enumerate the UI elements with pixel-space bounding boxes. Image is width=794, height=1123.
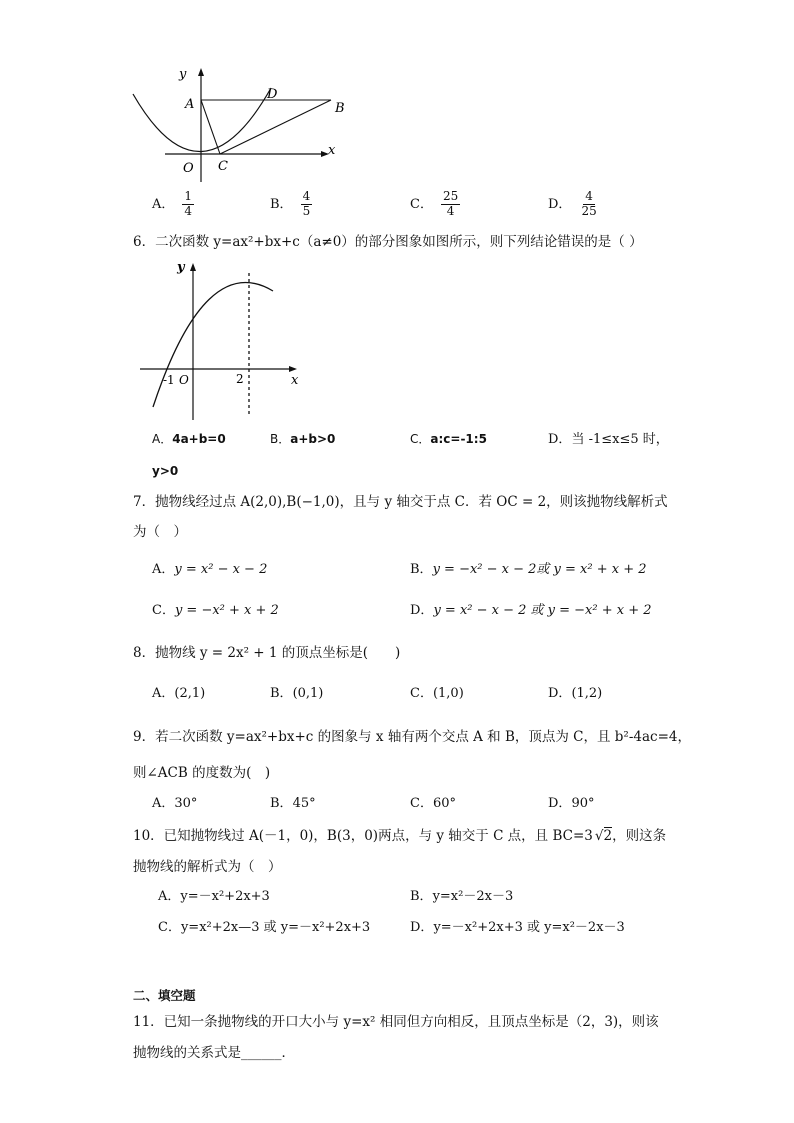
- option-text: y=x²－2x－3: [432, 889, 514, 904]
- q10-stem-line2: 抛物线的解析式为（ ）: [133, 859, 282, 875]
- option-letter: B．: [410, 889, 433, 904]
- option-text: a+b>0: [290, 432, 336, 446]
- option-text: a:c=-1:5: [430, 432, 487, 446]
- q6-stem: 6．二次函数 y=ax²+bx+c（a≠0）的部分图象如图所示，则下列结论错误的是（ ）: [133, 234, 643, 250]
- label-x: x: [328, 143, 336, 158]
- option-letter: A．: [152, 796, 175, 811]
- label-B: B: [335, 101, 345, 116]
- option-text: 45°: [292, 796, 316, 811]
- q6-option-d-continued: y>0: [152, 464, 179, 478]
- q6-option-a[interactable]: [152, 432, 226, 446]
- q5-option-c[interactable]: [410, 190, 460, 219]
- option-letter: A．: [152, 432, 173, 446]
- q5-option-d[interactable]: [548, 190, 599, 219]
- option-letter: D．: [548, 432, 572, 447]
- label-x: x: [291, 373, 299, 388]
- option-letter: C．: [410, 686, 433, 701]
- q9-option-b[interactable]: [270, 796, 316, 812]
- q6-option-d[interactable]: [548, 432, 669, 448]
- option-letter: A．: [152, 686, 175, 701]
- q10-option-a[interactable]: [158, 889, 270, 905]
- option-text: 30°: [174, 796, 198, 811]
- option-text: y=－x²+2x+3 或 y=x²－2x－3: [433, 920, 625, 935]
- sqrt-radicand: 2: [603, 828, 613, 844]
- section-heading: 二、填空题: [133, 988, 196, 1003]
- option-text: 4a+b=0: [172, 432, 226, 446]
- label-A: A: [185, 97, 195, 112]
- q7-stem-line1: 7．抛物线经过点 A(2,0),B(−1,0)，且与 y 轴交于点 C．若 OC = 2，则该抛物线解析式: [133, 494, 668, 510]
- option-letter: D．: [548, 686, 572, 701]
- q11-stem-line1: 11．已知一条抛物线的开口大小与 y=x² 相同但方向相反，且顶点坐标是（2，3)，则该: [133, 1014, 659, 1030]
- q10-option-c[interactable]: [158, 920, 370, 936]
- label-neg1: -1: [163, 373, 175, 387]
- option-text: y=x²+2x—3 或 y=－x²+2x+3: [180, 920, 371, 935]
- option-letter: D．: [548, 196, 572, 212]
- label-origin: O: [179, 373, 189, 387]
- denominator: 5: [302, 203, 311, 218]
- numerator: 4: [302, 189, 311, 203]
- option-letter: C．: [410, 196, 433, 212]
- q9-option-d[interactable]: [548, 796, 594, 812]
- q6-option-b[interactable]: [270, 432, 335, 446]
- option-letter: D．: [410, 920, 434, 935]
- option-letter: B．: [410, 562, 433, 577]
- label-y: y: [179, 67, 187, 82]
- q8-stem: 8．抛物线 y = 2x² + 1 的顶点坐标是( ): [133, 645, 401, 661]
- q6-option-c[interactable]: [410, 432, 487, 446]
- q6-figure: [135, 255, 310, 425]
- denominator: 4: [184, 203, 193, 218]
- option-text: y = x² − x − 2 或 y = −x² + x + 2: [433, 603, 652, 618]
- q7-option-d[interactable]: [410, 603, 652, 619]
- option-letter: A．: [158, 889, 181, 904]
- sqrt-symbol: √2: [594, 828, 613, 844]
- q8-option-b[interactable]: [270, 686, 323, 702]
- q9-option-c[interactable]: [410, 796, 456, 812]
- option-letter: B．: [270, 196, 293, 212]
- option-text: (1,2): [571, 686, 603, 701]
- option-text: y=－x²+2x+3: [180, 889, 270, 904]
- option-letter: B．: [270, 686, 293, 701]
- q11-stem-line2: 抛物线的关系式是______．: [133, 1045, 295, 1061]
- option-letter: C．: [152, 603, 175, 618]
- q8-option-c[interactable]: [410, 686, 464, 702]
- q7-option-c[interactable]: [152, 603, 279, 619]
- label-y: y: [177, 260, 185, 275]
- option-letter: C．: [410, 432, 431, 446]
- q8-option-a[interactable]: [152, 686, 205, 702]
- parabola-curve: [133, 88, 271, 152]
- option-letter: C．: [158, 920, 181, 935]
- q5-figure: [125, 62, 350, 187]
- q7-stem-line2: 为（ ）: [133, 524, 187, 540]
- q5-option-b[interactable]: [270, 190, 312, 219]
- stem-text: 10．已知抛物线过 A(－1，0)，B(3，0)两点，与 y 轴交于 C 点，且 BC=3: [133, 828, 593, 844]
- option-text: (1,0): [432, 686, 464, 701]
- denominator: 4: [446, 203, 455, 218]
- option-text: (0,1): [292, 686, 324, 701]
- q5-option-a[interactable]: [152, 190, 194, 219]
- q7-option-a[interactable]: [152, 562, 267, 578]
- option-text: y = −x² + x + 2: [174, 603, 279, 618]
- denominator: 25: [581, 203, 597, 218]
- label-D: D: [267, 87, 278, 102]
- option-text: (2,1): [174, 686, 206, 701]
- q10-option-b[interactable]: [410, 889, 513, 905]
- q9-option-a[interactable]: [152, 796, 197, 812]
- q7-option-b[interactable]: [410, 562, 647, 578]
- q10-option-d[interactable]: [410, 920, 625, 936]
- label-O: O: [183, 161, 194, 176]
- q10-stem-line1: [133, 828, 666, 844]
- q9-stem-line1: 9．若二次函数 y=ax²+bx+c 的图象与 x 轴有两个交点 A 和 B，顶点为 C，且 b²-4ac=4，: [133, 729, 691, 745]
- label-C: C: [218, 159, 228, 174]
- option-text: 当 -1≤x≤5 时，: [571, 432, 669, 447]
- option-letter: B．: [270, 796, 293, 811]
- parabola-curve: [153, 283, 273, 407]
- option-text: y = x² − x − 2: [174, 562, 268, 577]
- option-letter: A．: [152, 196, 175, 212]
- option-letter: B．: [270, 432, 291, 446]
- numerator: 4: [585, 189, 593, 203]
- q8-option-d[interactable]: [548, 686, 602, 702]
- option-text: 90°: [571, 796, 595, 811]
- option-text: y = −x² − x − 2或 y = x² + x + 2: [432, 562, 647, 577]
- numerator: 1: [184, 189, 193, 203]
- stem-text: ，则这条: [612, 828, 667, 844]
- option-letter: D．: [410, 603, 434, 618]
- label-two: 2: [236, 372, 244, 386]
- numerator: 25: [442, 189, 459, 203]
- option-text: 60°: [432, 796, 456, 811]
- option-letter: D．: [548, 796, 572, 811]
- option-letter: A．: [152, 562, 175, 577]
- option-letter: C．: [410, 796, 433, 811]
- q9-stem-line2: 则∠ACB 的度数为( ): [133, 765, 271, 781]
